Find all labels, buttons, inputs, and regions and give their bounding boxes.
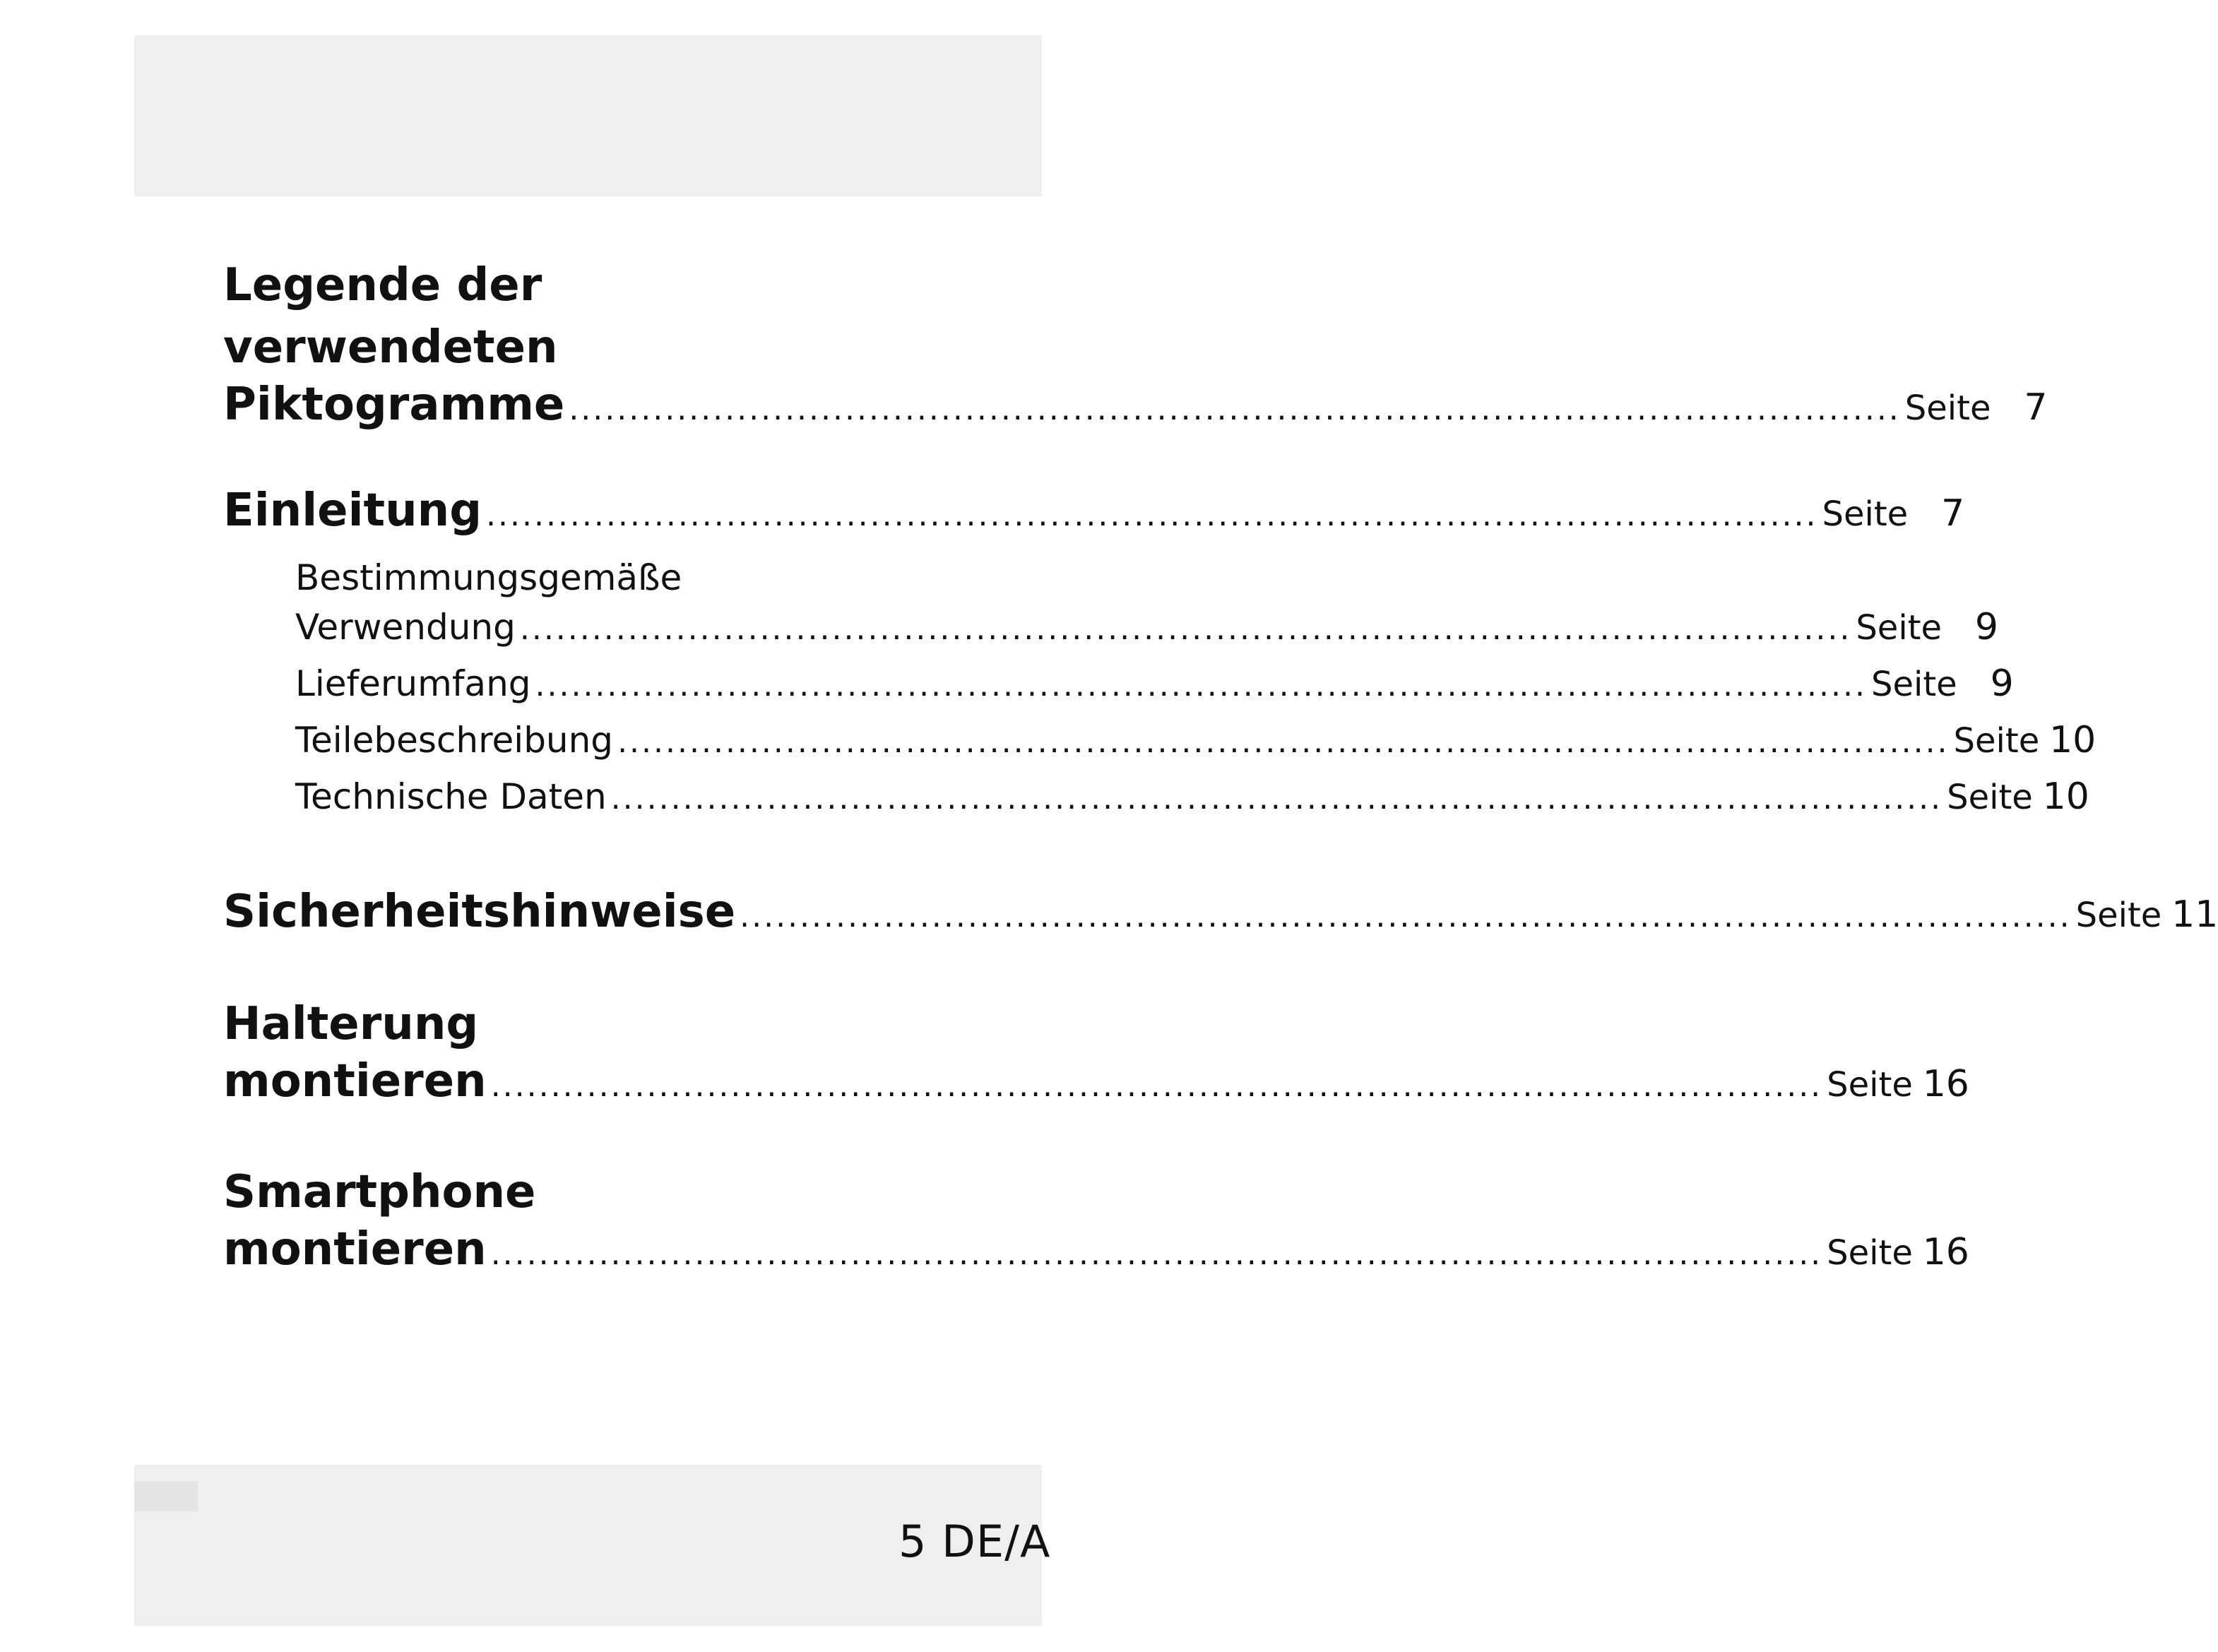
seite-label: Seite: [1947, 778, 2033, 817]
toc-entry-teilebeschreibung[interactable]: [223, 719, 2097, 776]
page-number: 10: [2042, 776, 2089, 818]
toc-entry-label: montieren: [223, 1223, 487, 1276]
page-number: 16: [1922, 1231, 1969, 1273]
toc-entry-title-line: Bestimmungsgemäße: [295, 557, 682, 598]
dot-leader: ...............................................................................................................: [569, 391, 1901, 427]
toc-entry-smartphone-montieren[interactable]: [223, 1161, 1969, 1285]
page-number: 11: [2171, 893, 2218, 936]
page-number: 9: [1990, 662, 2014, 705]
dot-leader: ...............................................................................................................: [617, 724, 1950, 760]
dot-leader: ...............................................................................................................: [610, 780, 1943, 816]
dot-leader: ...............................................................................................................: [740, 898, 2072, 934]
toc-entry-label: Technische Daten: [295, 776, 607, 817]
seite-label: Seite: [1822, 494, 1909, 534]
dot-leader: ...............................................................................................................: [535, 667, 1867, 703]
seite-label: Seite: [1856, 608, 1943, 648]
page-number: 16: [1922, 1063, 1969, 1105]
dot-leader: ...............................................................................................................: [490, 1068, 1823, 1104]
toc-entry-label: montieren: [223, 1055, 487, 1107]
seite-label: Seite: [1870, 665, 1957, 704]
toc-entry-title-line: Legende der: [223, 259, 542, 311]
toc-entry-title-line: Halterung: [223, 998, 479, 1050]
toc-entry-title-line: Smartphone: [223, 1166, 536, 1218]
toc-entry-title-line: verwendeten: [223, 321, 558, 374]
toc-entry-halterung-montieren[interactable]: [223, 993, 1969, 1117]
toc-entry-technische-daten[interactable]: [223, 776, 2089, 832]
toc-entry-label: Einleitung: [223, 485, 482, 537]
page-number: 10: [2049, 719, 2097, 761]
page-number: 7: [1941, 492, 1965, 535]
dot-leader: ...............................................................................................................: [519, 611, 1852, 647]
seite-label: Seite: [2075, 896, 2162, 935]
dot-leader: ...............................................................................................................: [486, 497, 1818, 533]
seite-label: Seite: [1904, 388, 1991, 428]
seite-label: Seite: [1953, 721, 2040, 761]
page-number: 7: [2024, 386, 2048, 429]
toc-entry-lieferumfang[interactable]: [223, 662, 2014, 719]
toc-entry-label: Piktogramme: [223, 379, 565, 431]
page-footer-label: 5 DE/A: [899, 1516, 1051, 1567]
toc-entry-label: Lieferumfang: [295, 663, 531, 704]
toc-entry-sicherheitshinweise[interactable]: [223, 886, 2218, 948]
footer-notch: [134, 1482, 198, 1511]
seite-label: Seite: [1827, 1233, 1913, 1273]
toc-entry-label: Sicherheitshinweise: [223, 886, 736, 938]
toc-entry-label: Teilebeschreibung: [295, 720, 614, 761]
toc-entry-legende[interactable]: [223, 254, 2048, 441]
seite-label: Seite: [1827, 1065, 1913, 1105]
toc-entry-einleitung[interactable]: [223, 485, 1965, 547]
dot-leader: ...............................................................................................................: [490, 1236, 1823, 1272]
header-band: [134, 35, 1042, 196]
toc-entry-verwendung[interactable]: [223, 549, 1999, 662]
page-number: 9: [1974, 606, 1999, 648]
toc-entry-label: Verwendung: [295, 607, 516, 648]
